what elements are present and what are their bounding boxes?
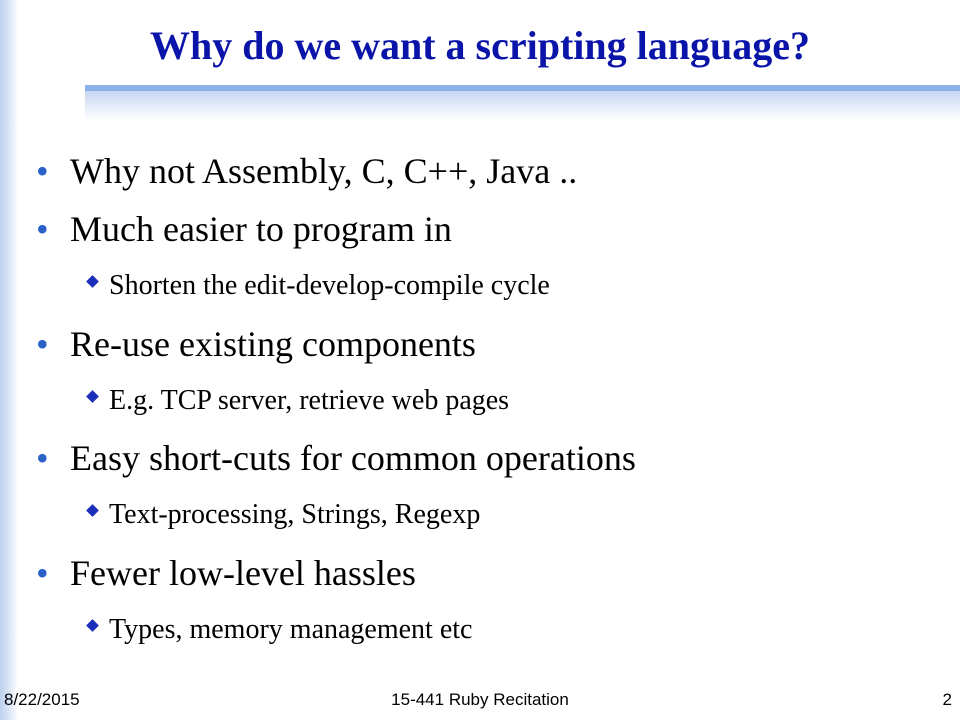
bullet-text: Much easier to program in bbox=[70, 209, 452, 249]
diamond-bullet-icon bbox=[86, 619, 99, 632]
bullet-dot-icon: • bbox=[36, 553, 49, 593]
sub-bullet-item bbox=[88, 385, 509, 417]
bullet-dot-icon: • bbox=[36, 209, 49, 249]
diamond-bullet-icon bbox=[86, 275, 99, 288]
page-number: 2 bbox=[942, 690, 952, 709]
sub-bullet-text: Types, memory management etc bbox=[109, 614, 473, 645]
sub-bullet-item bbox=[88, 614, 472, 646]
footer-title: 15-441 Ruby Recitation bbox=[391, 690, 569, 709]
sub-bullet-item bbox=[88, 270, 550, 302]
bullet-item bbox=[36, 208, 452, 250]
bullet-item bbox=[36, 552, 416, 594]
bullet-item bbox=[36, 150, 577, 192]
bullet-item bbox=[36, 437, 636, 479]
bullet-text: Re-use existing components bbox=[70, 324, 476, 364]
bullet-item bbox=[36, 323, 476, 365]
footer-date: 8/22/2015 bbox=[4, 690, 80, 709]
sub-bullet-text: Text-processing, Strings, Regexp bbox=[109, 499, 481, 530]
diamond-bullet-icon bbox=[86, 504, 99, 517]
bullet-dot-icon: • bbox=[36, 151, 49, 191]
bullet-text: Why not Assembly, C, C++, Java .. bbox=[70, 151, 578, 191]
bullet-dot-icon: • bbox=[36, 438, 49, 478]
slide-title: Why do we want a scripting language? bbox=[149, 23, 811, 68]
bullet-dot-icon: • bbox=[36, 324, 49, 364]
diamond-bullet-icon bbox=[86, 390, 99, 403]
sub-bullet-item bbox=[88, 499, 480, 531]
bullet-text: Easy short-cuts for common operations bbox=[70, 438, 636, 478]
bullet-text: Fewer low-level hassles bbox=[70, 553, 416, 593]
sub-bullet-text: E.g. TCP server, retrieve web pages bbox=[109, 385, 510, 416]
sub-bullet-text: Shorten the edit-develop-compile cycle bbox=[109, 270, 550, 301]
